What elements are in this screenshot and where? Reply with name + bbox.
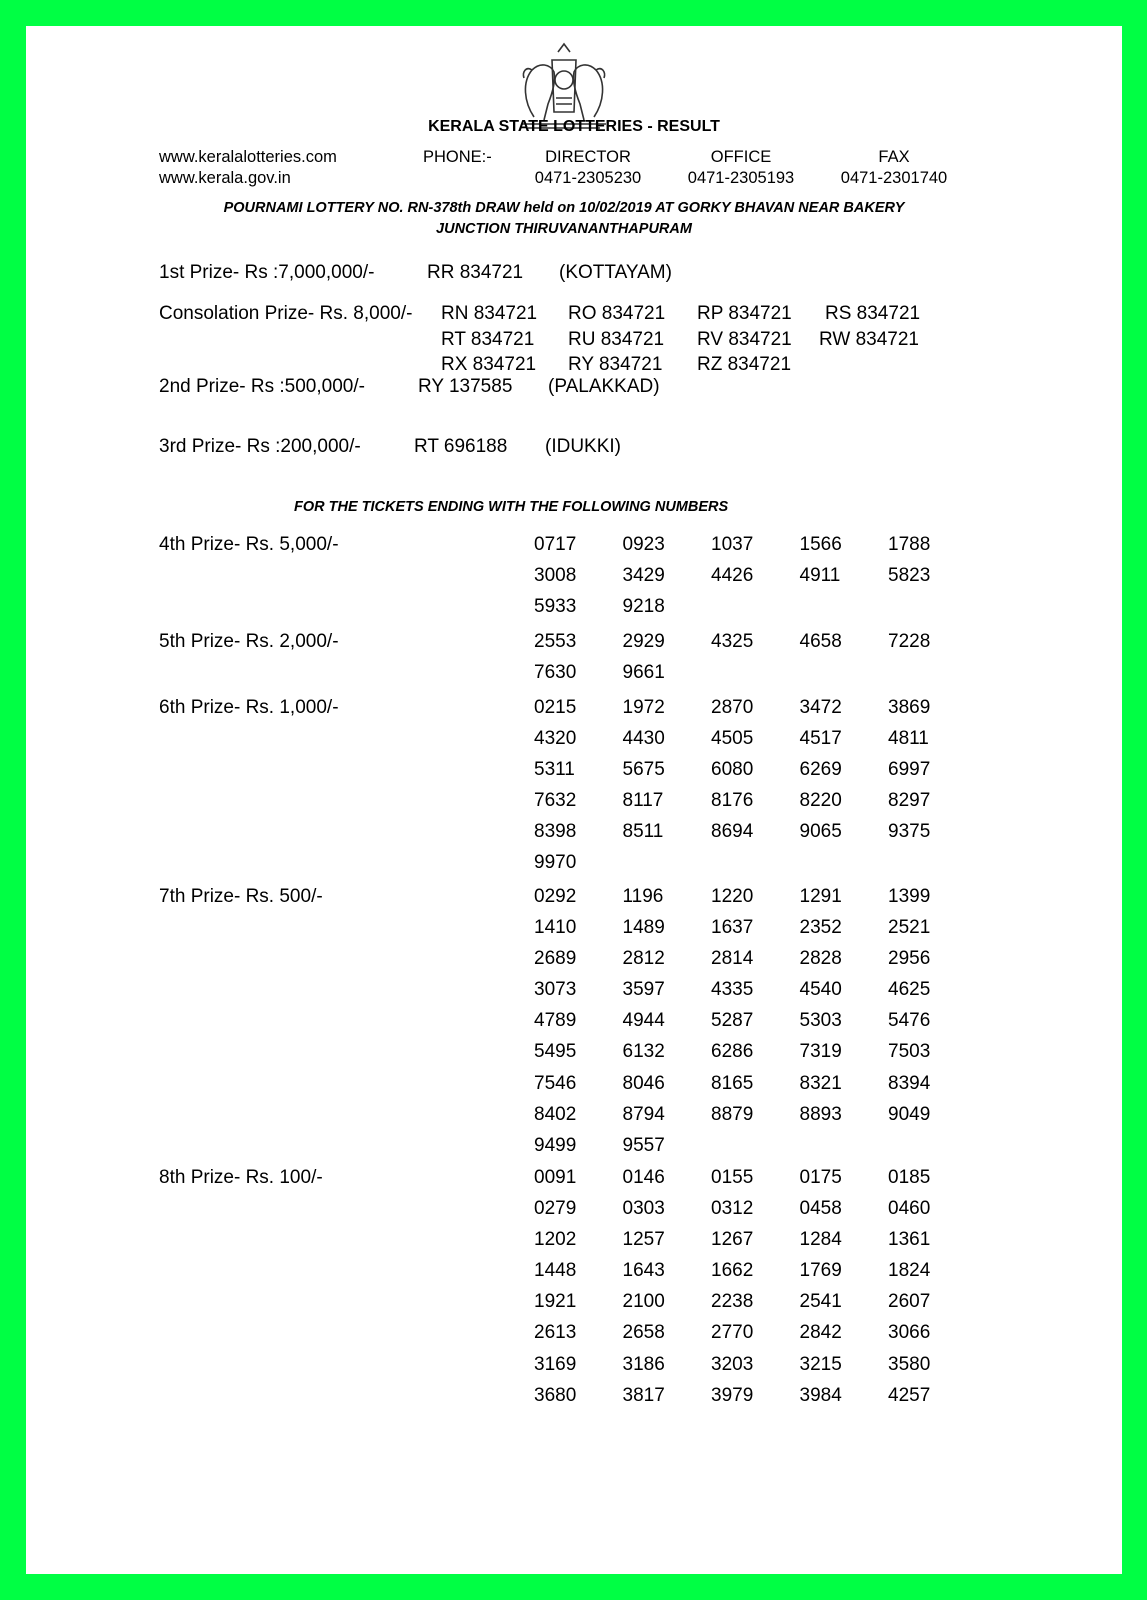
ticket-number: 4517	[799, 728, 842, 750]
ticket-number: 1410	[534, 917, 577, 939]
ticket-number: 2814	[711, 948, 754, 970]
eighth-prize-numbers	[534, 1167, 994, 1407]
ticket-number: 0155	[711, 1167, 754, 1188]
ticket-number: 2553	[534, 631, 577, 652]
ticket-number: 4625	[888, 979, 931, 1001]
first-prize-ticket: RR 834721	[427, 262, 524, 283]
website-link[interactable]: www.keralalotteries.com	[159, 148, 337, 166]
ticket-number: 7632	[534, 790, 577, 812]
consolation-ticket: RZ 834721	[697, 354, 792, 375]
consolation-ticket: RT 834721	[441, 329, 535, 350]
ticket-number: 4658	[799, 631, 842, 652]
first-prize-place: (KOTTAYAM)	[559, 262, 672, 283]
ticket-number: 6132	[622, 1041, 665, 1063]
ticket-number: 4335	[711, 979, 754, 1001]
ticket-number: 2521	[888, 917, 931, 939]
ticket-number: 1220	[711, 886, 754, 907]
ticket-number: 1037	[711, 534, 754, 555]
seventh-prize-numbers	[534, 886, 994, 1157]
seventh-prize-label: 7th Prize- Rs. 500/-	[159, 886, 323, 907]
ticket-number: 1291	[799, 886, 842, 907]
fifth-prize-label: 5th Prize- Rs. 2,000/-	[159, 631, 339, 652]
ticket-number: 1257	[622, 1229, 665, 1251]
ticket-number: 2658	[622, 1322, 665, 1344]
eighth-prize-label: 8th Prize- Rs. 100/-	[159, 1167, 323, 1188]
ticket-number: 0312	[711, 1198, 754, 1220]
ticket-number: 1448	[534, 1260, 577, 1282]
third-prize-place: (IDUKKI)	[545, 436, 621, 457]
ticket-number: 1196	[622, 886, 664, 907]
ticket-number: 8879	[711, 1103, 754, 1125]
consolation-ticket: RP 834721	[697, 303, 792, 324]
ticket-number: 9218	[622, 596, 665, 618]
ticket-number: 0091	[534, 1167, 577, 1188]
ticket-number: 8117	[622, 790, 664, 812]
consolation-ticket: RY 834721	[568, 354, 663, 375]
fifth-prize-numbers	[534, 631, 994, 684]
ticket-number: 0460	[888, 1198, 931, 1220]
ticket-number: 9557	[622, 1134, 665, 1156]
ticket-number: 3979	[711, 1384, 754, 1406]
website-link[interactable]: www.kerala.gov.in	[159, 169, 291, 187]
ticket-number: 9065	[799, 821, 842, 843]
ending-numbers-title: FOR THE TICKETS ENDING WITH THE FOLLOWING NUMBERS	[294, 499, 729, 515]
ticket-number: 0215	[534, 697, 577, 718]
ticket-number: 3817	[622, 1384, 665, 1406]
office-phone: 0471-2305193	[687, 169, 795, 187]
ticket-number: 7546	[534, 1072, 577, 1094]
ticket-number: 9499	[534, 1134, 577, 1156]
ticket-number: 0175	[799, 1167, 842, 1188]
ticket-number: 7319	[799, 1041, 842, 1063]
ticket-number: 7228	[888, 631, 931, 652]
ticket-number: 4320	[534, 728, 577, 750]
consolation-ticket: RU 834721	[568, 329, 665, 350]
ticket-number: 2541	[799, 1291, 842, 1313]
ticket-number: 0185	[888, 1167, 931, 1188]
ticket-number: 5311	[534, 759, 575, 781]
ticket-number: 1361	[888, 1229, 931, 1251]
ticket-number: 1399	[888, 886, 931, 907]
ticket-number: 9375	[888, 821, 931, 843]
ticket-number: 1637	[711, 917, 754, 939]
sixth-prize-label: 6th Prize- Rs. 1,000/-	[159, 697, 339, 718]
second-prize-place: (PALAKKAD)	[548, 376, 660, 397]
sixth-prize-numbers	[534, 697, 994, 874]
ticket-number: 4911	[799, 565, 841, 587]
ticket-number: 1824	[888, 1260, 931, 1282]
ticket-number: 4257	[888, 1384, 931, 1406]
ticket-number: 8794	[622, 1103, 665, 1125]
ticket-number: 3215	[799, 1353, 842, 1375]
ticket-number: 3073	[534, 979, 577, 1001]
ticket-number: 2613	[534, 1322, 577, 1344]
ticket-number: 8220	[799, 790, 842, 812]
ticket-number: 3472	[799, 697, 842, 718]
ticket-number: 5823	[888, 565, 931, 587]
second-prize-label: 2nd Prize- Rs :500,000/-	[159, 376, 365, 397]
fourth-prize-numbers	[534, 534, 994, 618]
draw-info-line1: POURNAMI LOTTERY NO. RN-378th DRAW held on 10/02/2019 AT GORKY BHAVAN NEAR BAKERY	[223, 200, 905, 216]
result-page	[26, 26, 1122, 1574]
ticket-number: 0279	[534, 1198, 577, 1220]
first-prize-label: 1st Prize- Rs :7,000,000/-	[159, 262, 375, 283]
ticket-number: 4811	[888, 728, 929, 750]
ticket-number: 4325	[711, 631, 754, 652]
ticket-number: 3984	[799, 1384, 842, 1406]
ticket-number: 2607	[888, 1291, 931, 1313]
page-title: KERALA STATE LOTTERIES - RESULT	[428, 118, 720, 135]
ticket-number: 2956	[888, 948, 931, 970]
ticket-number: 3169	[534, 1353, 577, 1375]
ticket-number: 0458	[799, 1198, 842, 1220]
ticket-number: 0292	[534, 886, 577, 907]
ticket-number: 2929	[622, 631, 665, 652]
ticket-number: 8165	[711, 1072, 754, 1094]
ticket-number: 6080	[711, 759, 754, 781]
ticket-number: 5933	[534, 596, 577, 618]
ticket-number: 5303	[799, 1010, 842, 1032]
ticket-number: 2870	[711, 697, 754, 718]
fax-label: FAX	[878, 148, 910, 166]
ticket-number: 1489	[622, 917, 665, 939]
second-prize-ticket: RY 137585	[418, 376, 513, 397]
ticket-number: 8398	[534, 821, 577, 843]
ticket-number: 2689	[534, 948, 577, 970]
ticket-number: 8176	[711, 790, 754, 812]
ticket-number: 8321	[799, 1072, 842, 1094]
ticket-number: 3597	[622, 979, 665, 1001]
consolation-ticket: RV 834721	[697, 329, 792, 350]
ticket-number: 3869	[888, 697, 931, 718]
director-phone: 0471-2305230	[534, 169, 642, 187]
ticket-number: 4505	[711, 728, 754, 750]
ticket-number: 4944	[622, 1010, 665, 1032]
ticket-number: 3066	[888, 1322, 931, 1344]
ticket-number: 2812	[622, 948, 665, 970]
ticket-number: 5287	[711, 1010, 754, 1032]
consolation-ticket: RO 834721	[568, 303, 666, 324]
ticket-number: 8893	[799, 1103, 842, 1125]
director-label: DIRECTOR	[545, 148, 631, 166]
ticket-number: 3186	[622, 1353, 665, 1375]
fourth-prize-label: 4th Prize- Rs. 5,000/-	[159, 534, 339, 555]
ticket-number: 8297	[888, 790, 931, 812]
consolation-prize-label: Consolation Prize- Rs. 8,000/-	[159, 303, 413, 324]
ticket-number: 4789	[534, 1010, 577, 1032]
ticket-number: 1662	[711, 1260, 754, 1282]
ticket-number: 9049	[888, 1103, 931, 1125]
ticket-number: 0923	[622, 534, 665, 555]
ticket-number: 3429	[622, 565, 665, 587]
office-label: OFFICE	[710, 148, 772, 166]
ticket-number: 2828	[799, 948, 842, 970]
third-prize-ticket: RT 696188	[414, 436, 508, 457]
ticket-number: 1643	[622, 1260, 665, 1282]
ticket-number: 5495	[534, 1041, 577, 1063]
ticket-number: 2770	[711, 1322, 754, 1344]
ticket-number: 1284	[799, 1229, 842, 1251]
ticket-number: 8394	[888, 1072, 931, 1094]
ticket-number: 3008	[534, 565, 577, 587]
ticket-number: 8694	[711, 821, 754, 843]
ticket-number: 4430	[622, 728, 665, 750]
ticket-number: 6997	[888, 759, 931, 781]
ticket-number: 1769	[799, 1260, 842, 1282]
ticket-number: 4540	[799, 979, 842, 1001]
ticket-number: 1202	[534, 1229, 577, 1251]
ticket-number: 3680	[534, 1384, 577, 1406]
consolation-ticket: RW 834721	[819, 329, 919, 350]
ticket-number: 8046	[622, 1072, 665, 1094]
ticket-number: 2100	[622, 1291, 665, 1313]
ticket-number: 0146	[622, 1167, 665, 1188]
ticket-number: 9661	[622, 662, 665, 684]
draw-info-line2: JUNCTION THIRUVANANTHAPURAM	[436, 221, 692, 237]
ticket-number: 2352	[799, 917, 842, 939]
ticket-number: 7630	[534, 662, 577, 684]
consolation-ticket: RS 834721	[825, 303, 921, 324]
ticket-number: 6286	[711, 1041, 754, 1063]
ticket-number: 8402	[534, 1103, 577, 1125]
ticket-number: 1788	[888, 534, 931, 555]
ticket-number: 3203	[711, 1353, 754, 1375]
ticket-number: 1921	[534, 1291, 577, 1313]
fax-number: 0471-2301740	[840, 169, 948, 187]
ticket-number: 4426	[711, 565, 754, 587]
ticket-number: 7503	[888, 1041, 931, 1063]
ticket-number: 5476	[888, 1010, 931, 1032]
ticket-number: 6269	[799, 759, 842, 781]
ticket-number: 2842	[799, 1322, 842, 1344]
ticket-number: 0303	[622, 1198, 665, 1220]
ticket-number: 0717	[534, 534, 577, 555]
ticket-number: 9970	[534, 852, 577, 874]
ticket-number: 2238	[711, 1291, 754, 1313]
ticket-number: 1566	[799, 534, 842, 555]
ticket-number: 1267	[711, 1229, 754, 1251]
consolation-ticket: RN 834721	[441, 303, 538, 324]
ticket-number: 1972	[622, 697, 665, 718]
consolation-ticket: RX 834721	[441, 354, 537, 375]
phone-label: PHONE:-	[423, 148, 492, 166]
ticket-number: 8511	[622, 821, 664, 843]
ticket-number: 3580	[888, 1353, 931, 1375]
third-prize-label: 3rd Prize- Rs :200,000/-	[159, 436, 361, 457]
ticket-number: 5675	[622, 759, 665, 781]
